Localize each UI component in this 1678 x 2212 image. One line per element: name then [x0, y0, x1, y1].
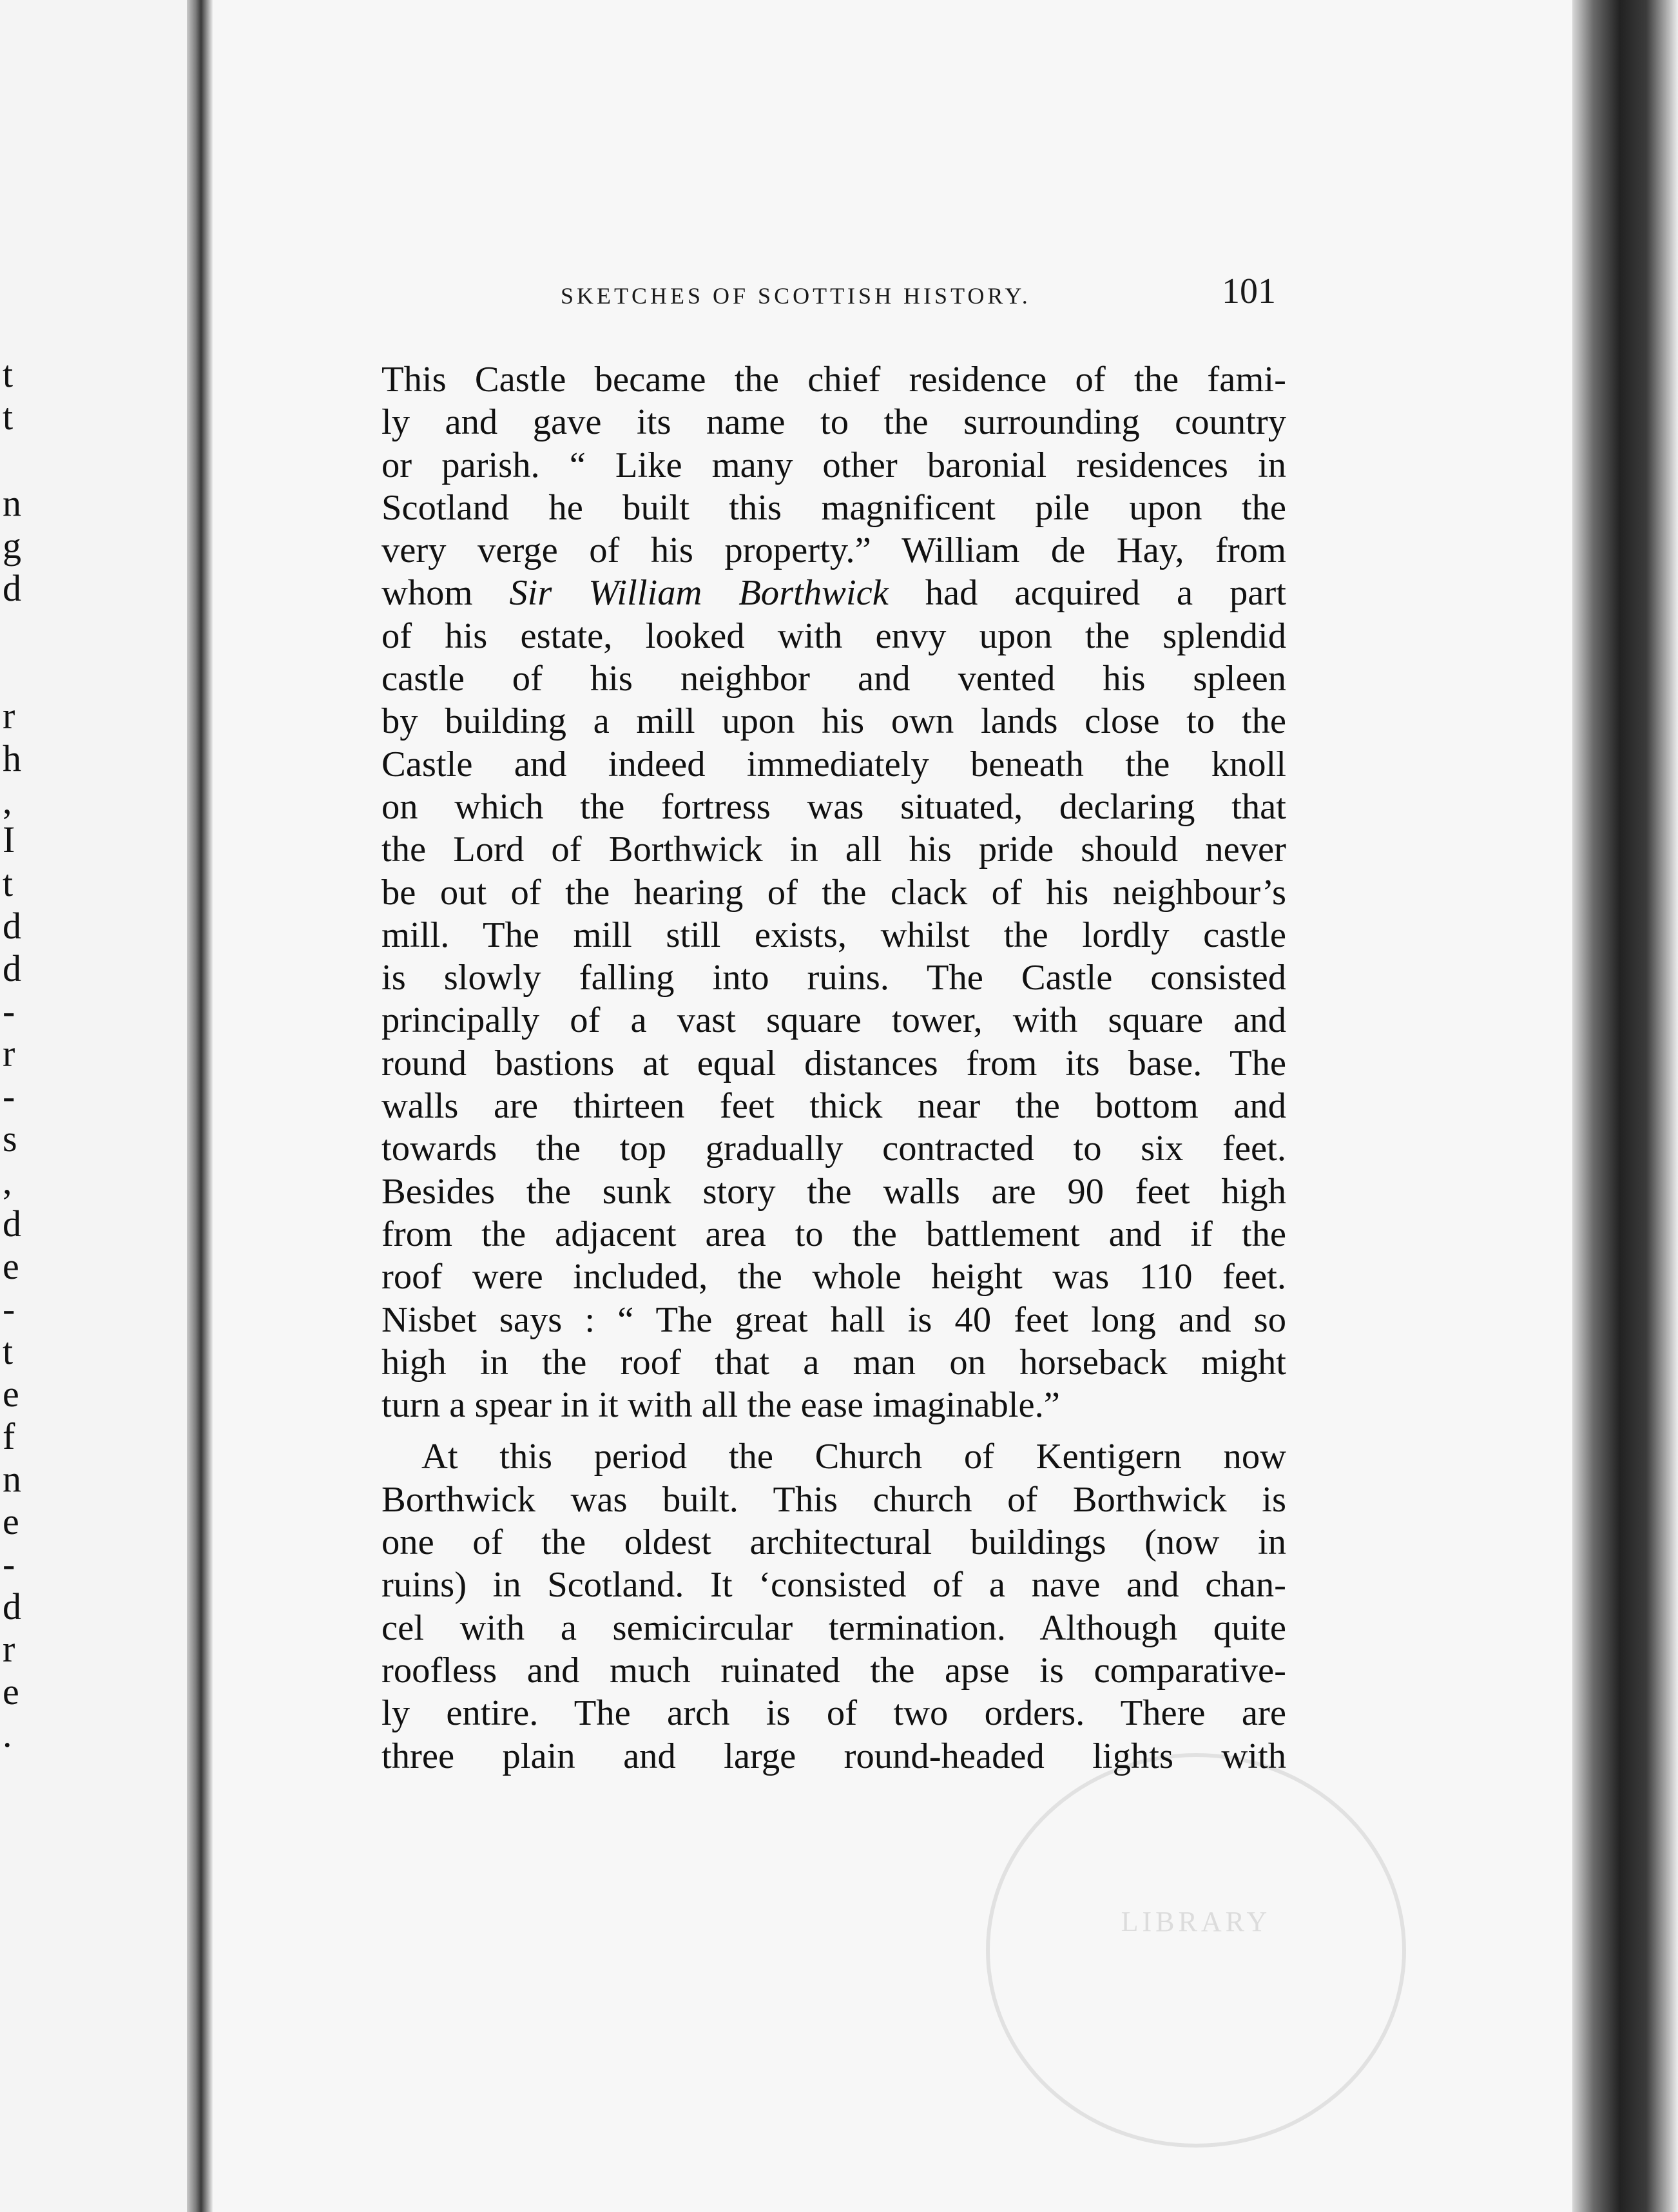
text-line: by building a mill upon his own lands close to the: [381, 701, 1286, 742]
text-line: roof were included, the whole height was 110 feet.: [381, 1257, 1286, 1297]
text-line: roofless and much ruinated the apse is comparative-: [381, 1650, 1286, 1691]
text-line: is slowly falling into ruins. The Castle consisted: [381, 958, 1286, 998]
book-gutter: [187, 0, 213, 2212]
page-number: 101: [1222, 271, 1276, 311]
text-line: mill. The mill still exists, whilst the lordly castle: [381, 915, 1286, 955]
body-text: [381, 358, 1286, 1778]
text-line: high in the roof that a man on horseback might: [381, 1342, 1286, 1382]
text-line: from the adjacent area to the battlement and if the: [381, 1214, 1286, 1254]
text-line: walls are thirteen feet thick near the bottom and: [381, 1086, 1286, 1127]
text-line: castle of his neighbor and vented his spleen: [381, 659, 1286, 699]
paragraph: [381, 1435, 1286, 1777]
text-line: principally of a vast square tower, with square and: [381, 1000, 1286, 1041]
text-line: whom Sir William Borthwick had acquired a part: [381, 573, 1286, 614]
italic-name: Sir William Borthwick: [509, 573, 889, 614]
text-line: or parish. “ Like many other baronial residences in: [381, 445, 1286, 485]
text-line: three plain and large round-headed lights with: [381, 1736, 1286, 1776]
paragraph: [381, 358, 1286, 1426]
text-line: on which the fortress was situated, declaring that: [381, 786, 1286, 827]
text-line: very verge of his property.” William de Hay, from: [381, 530, 1286, 571]
library-stamp: LIBRARY: [986, 1753, 1406, 2148]
text-line: At this period the Church of Kentigern now: [421, 1437, 1286, 1477]
text-line: ly and gave its name to the surrounding country: [381, 402, 1286, 443]
text-line: ly entire. The arch is of two orders. There are: [381, 1693, 1286, 1734]
running-head: SKETCHES OF SCOTTISH HISTORY.: [561, 283, 1031, 309]
text-line: be out of the hearing of the clack of his neighbour’s: [381, 872, 1286, 913]
text-line: Besides the sunk story the walls are 90 feet high: [381, 1171, 1286, 1212]
left-page-edge: t t n g d r h , I t d d - r - s , d e - t e f n e - d r e .: [0, 0, 193, 2212]
text-line: the Lord of Borthwick in all his pride should never: [381, 830, 1286, 870]
text-line: round bastions at equal distances from its base. The: [381, 1043, 1286, 1083]
text-line: cel with a semicircular termination. Although quite: [381, 1607, 1286, 1648]
text-line: Nisbet says : “ The great hall is 40 feet long and so: [381, 1299, 1286, 1340]
text-line: Borthwick was built. This church of Borthwick is: [381, 1479, 1286, 1520]
text-line: This Castle became the chief residence of the fami-: [381, 360, 1286, 400]
text-line: towards the top gradually contracted to six feet.: [381, 1129, 1286, 1169]
text-line: turn a spear in it with all the ease imaginable.”: [381, 1385, 1060, 1426]
page-header: [561, 271, 1276, 316]
text-line: of his estate, looked with envy upon the splendid: [381, 616, 1286, 656]
text-line: one of the oldest architectural buildings (now in: [381, 1522, 1286, 1563]
text-line: Scotland he built this magnificent pile upon the: [381, 487, 1286, 528]
text-line: ruins) in Scotland. It ‘consisted of a nave and chan-: [381, 1565, 1286, 1606]
page-edge-right: [1572, 0, 1678, 2212]
text-line: Castle and indeed immediately beneath the knoll: [381, 744, 1286, 784]
